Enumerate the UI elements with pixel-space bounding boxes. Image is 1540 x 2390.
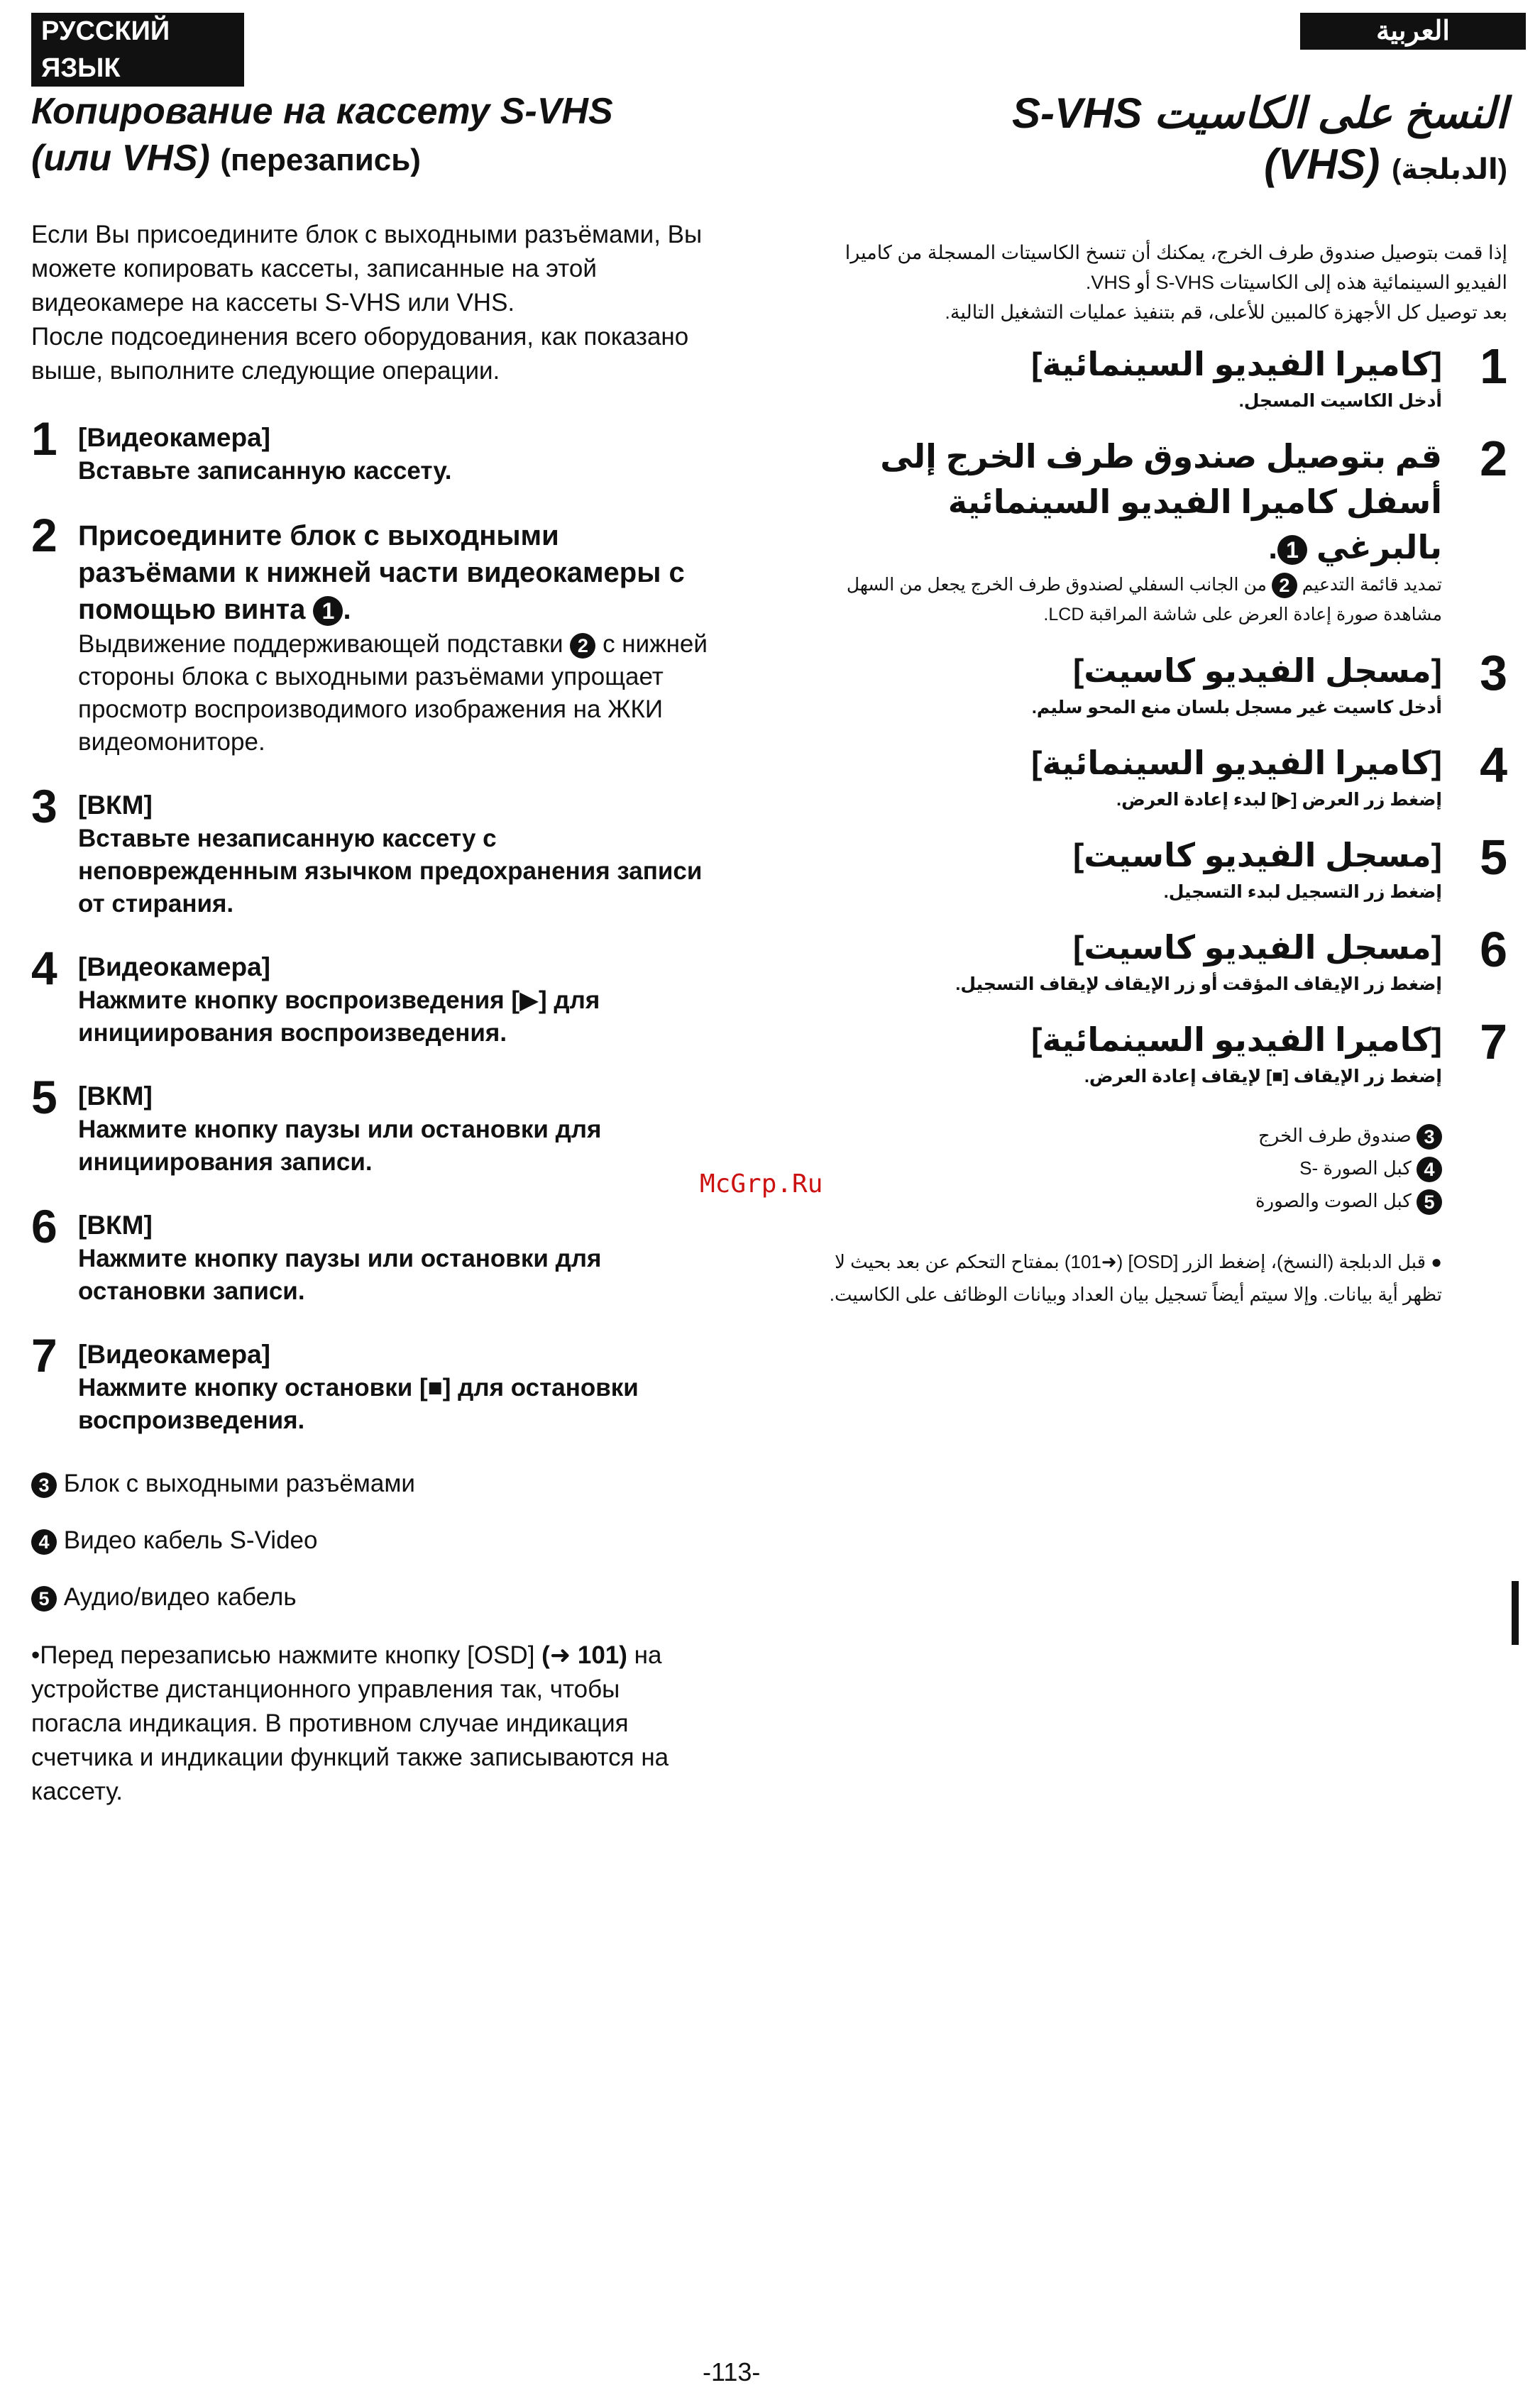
step-3 — [31, 780, 713, 920]
legend-item — [31, 1580, 713, 1614]
legend-item — [823, 1119, 1442, 1152]
bullet-icon: • — [31, 1641, 40, 1669]
title-line2-italic: (VHS) — [1264, 141, 1380, 188]
step-instruction: Нажмите кнопку паузы или остановки для остановки записи. — [78, 1245, 602, 1305]
step-1 — [823, 338, 1507, 415]
step-heading: [كاميرا الفيديو السينمائية] — [1031, 346, 1442, 382]
step-heading: [ВКМ] — [78, 1211, 153, 1240]
bullet-icon: ● — [1431, 1251, 1442, 1272]
step-instruction: Вставьте записанную кассету. — [78, 457, 452, 485]
page-number: -113- — [703, 2357, 761, 2386]
intro-paragraph: Если Вы присоедините блок с выходными разъёмами, Вы можете копировать кассеты, записанные на этой видеокамере на кассеты S-VHS или VHS. — [31, 221, 703, 316]
section-tab-russian: РУССКИЙ ЯЗЫК — [31, 13, 244, 87]
title-line2-plain: (перезапись) — [220, 143, 421, 177]
steps-ru — [31, 412, 713, 1437]
marker-3-icon: 3 — [31, 1472, 57, 1498]
step-description-text: с нижней стороны блока с выходными разъёмами упрощает просмотр воспроизводимого изображения на ЖКИ видеомониторе. — [78, 630, 708, 756]
marker-5-icon: 5 — [31, 1586, 57, 1612]
step-heading: [ВКМ] — [78, 791, 153, 820]
step-instruction: Нажмите кнопку паузы или остановки для инициирования записи. — [78, 1116, 602, 1176]
russian-column — [31, 88, 713, 1809]
legend-ar — [823, 1119, 1507, 1217]
step-number: 2 — [31, 509, 57, 561]
arabic-column — [823, 88, 1507, 1311]
step-heading-text: Присоедините блок с выходными разъёмами к нижней части видеокамеры с помощью винта — [78, 520, 685, 625]
step-number: 6 — [1480, 922, 1507, 977]
title-line2-italic: (или VHS) — [31, 138, 210, 179]
page-reference: (➜ 101) — [541, 1641, 627, 1669]
step-description-text: Выдвижение поддерживающей подставки — [78, 630, 563, 658]
step-number: 1 — [1480, 338, 1507, 394]
note-text: قبل الدبلجة (النسخ)، إضغط الزر [OSD] (➜101) بمفتاح التحكم عن بعد بحيث لا تظهر أية بيانات. وإلا سيتم أيضاً تسجيل بيان العداد وبيانات الوظائف على الكاسيت. — [829, 1251, 1442, 1305]
note-ru — [31, 1639, 713, 1809]
step-heading-text: قم بتوصيل صندوق طرف الخرج إلى أسفل كاميرا الفيديو السينمائية بالبرغي — [880, 438, 1442, 566]
step-heading: [ВКМ] — [78, 1081, 153, 1111]
intro-paragraph: إذا قمت بتوصيل صندوق طرف الخرج، يمكنك أن تنسخ الكاسيتات المسجلة من كاميرا الفيديو السينمائية هذه إلى الكاسيتات S-VHS أو VHS. — [845, 242, 1507, 293]
step-6 — [31, 1200, 713, 1308]
step-5 — [31, 1071, 713, 1179]
note-text: Перед перезаписью нажмите кнопку [OSD] — [40, 1641, 535, 1669]
step-instruction: إضغط زر الإيقاف [■] لإيقاف إعادة العرض. — [1084, 1067, 1442, 1086]
legend-item — [823, 1152, 1442, 1184]
step-heading: [كاميرا الفيديو السينمائية] — [1031, 1021, 1442, 1058]
step-number: 5 — [31, 1071, 57, 1123]
note-ar — [823, 1245, 1507, 1311]
marker-5-icon: 5 — [1417, 1189, 1442, 1215]
title-line1: النسخ على الكاسيت S-VHS — [1011, 89, 1507, 137]
marker-4-icon: 4 — [31, 1529, 57, 1555]
step-instruction: Нажмите кнопку остановки [■] для остановки воспроизведения. — [78, 1374, 639, 1434]
step-instruction: أدخل الكاسيت المسجل. — [1238, 391, 1442, 411]
step-2 — [823, 431, 1507, 629]
page-title-ru — [31, 88, 713, 184]
step-description-text: من الجانب السفلي لصندوق طرف الخرج يجعل من السهل مشاهدة صورة إعادة العرض على شاشة المراقبة LCD. — [846, 575, 1442, 624]
intro-paragraph: بعد توصيل كل الأجهزة كالمبين للأعلى، قم بتنفيذ عمليات التشغيل التالية. — [945, 302, 1507, 323]
legend-item — [31, 1524, 713, 1558]
step-4 — [31, 942, 713, 1050]
steps-ar — [823, 338, 1507, 1091]
step-heading: Присоедините блок с выходными разъёмами к нижней части видеокамеры с помощью винта 1 . — [78, 520, 685, 625]
title-line1: Копирование на кассету S-VHS — [31, 91, 613, 132]
marker-1-icon: 1 — [313, 596, 343, 626]
step-6 — [823, 922, 1507, 998]
step-number: 7 — [1480, 1014, 1507, 1069]
intro-paragraph: После подсоединения всего оборудования, как показано выше, выполните следующие операции. — [31, 323, 689, 385]
step-instruction: إضغط زر العرض [▶] لبدء إعادة العرض. — [1116, 790, 1442, 810]
intro-ar — [823, 238, 1507, 327]
step-instruction: إضغط زر الإيقاف المؤقت أو زر الإيقاف لإيقاف التسجيل. — [955, 974, 1442, 994]
legend-text: كبل الصوت والصورة — [1255, 1190, 1412, 1211]
step-7 — [31, 1329, 713, 1437]
step-3 — [823, 645, 1507, 722]
step-instruction: أدخل كاسيت غير مسجل بلسان منع المحو سليم. — [1031, 698, 1442, 717]
marker-1-icon: 1 — [1277, 535, 1307, 565]
step-description — [823, 570, 1442, 629]
legend-text: Блок с выходными разъёмами — [63, 1470, 415, 1497]
step-description — [78, 628, 713, 759]
step-instruction: إضغط زر التسجيل لبدء التسجيل. — [1163, 882, 1442, 902]
step-description-text: تمديد قائمة التدعيم — [1302, 575, 1442, 595]
watermark-text: McGrp.Ru — [700, 1169, 823, 1199]
legend-ru — [31, 1467, 713, 1614]
step-4 — [823, 737, 1507, 814]
legend-item — [31, 1467, 713, 1501]
title-line2-plain: (الدبلجة) — [1392, 154, 1507, 185]
step-5 — [823, 832, 1507, 906]
step-heading: [Видеокамера] — [78, 952, 270, 981]
step-2 — [31, 509, 713, 759]
legend-item — [823, 1184, 1442, 1217]
intro-ru — [31, 218, 713, 388]
marker-4-icon: 4 — [1417, 1157, 1442, 1182]
step-instruction: Нажмите кнопку воспроизведения [▶] для инициирования воспроизведения. — [78, 986, 600, 1047]
page-edge-marker — [1512, 1581, 1519, 1645]
step-heading: [Видеокамера] — [78, 1340, 270, 1369]
page-title-ar — [823, 88, 1507, 195]
legend-text: صندوق طرف الخرج — [1258, 1125, 1412, 1146]
step-number: 6 — [31, 1200, 57, 1252]
step-heading: [مسجل الفيديو كاسيت] — [1072, 652, 1442, 689]
step-number: 5 — [1480, 830, 1507, 885]
step-heading: [مسجل الفيديو كاسيت] — [1072, 837, 1442, 874]
note-text: на устройстве дистанционного управления так, чтобы погасла индикация. В противном случае индикация счетчика и индикации функций также записываются на кассету. — [31, 1641, 669, 1805]
legend-text: Видео кабель S-Video — [63, 1526, 318, 1554]
section-tab-arabic: العربية — [1300, 13, 1526, 50]
step-number: 3 — [1480, 645, 1507, 700]
step-number: 3 — [31, 780, 57, 832]
marker-2-icon: 2 — [570, 633, 595, 659]
step-1 — [31, 412, 713, 488]
step-heading: قم بتوصيل صندوق طرف الخرج إلى أسفل كاميرا الفيديو السينمائية بالبرغي 1. — [880, 438, 1442, 566]
step-number: 4 — [31, 942, 57, 994]
step-heading: [كاميرا الفيديو السينمائية] — [1031, 744, 1442, 781]
step-number: 2 — [1480, 431, 1507, 486]
marker-2-icon: 2 — [1272, 573, 1297, 598]
step-number: 7 — [31, 1329, 57, 1382]
step-number: 4 — [1480, 737, 1507, 793]
legend-text: Аудио/видео кабель — [63, 1583, 297, 1611]
step-number: 1 — [31, 412, 57, 465]
step-instruction: Вставьте незаписанную кассету с неповрежденным язычком предохранения записи от стирания. — [78, 825, 703, 918]
marker-3-icon: 3 — [1417, 1124, 1442, 1150]
step-7 — [823, 1014, 1507, 1091]
legend-text: كبل الصورة -S — [1299, 1157, 1412, 1179]
step-heading: [مسجل الفيديو كاسيت] — [1072, 929, 1442, 966]
step-heading: [Видеокамера] — [78, 423, 270, 452]
